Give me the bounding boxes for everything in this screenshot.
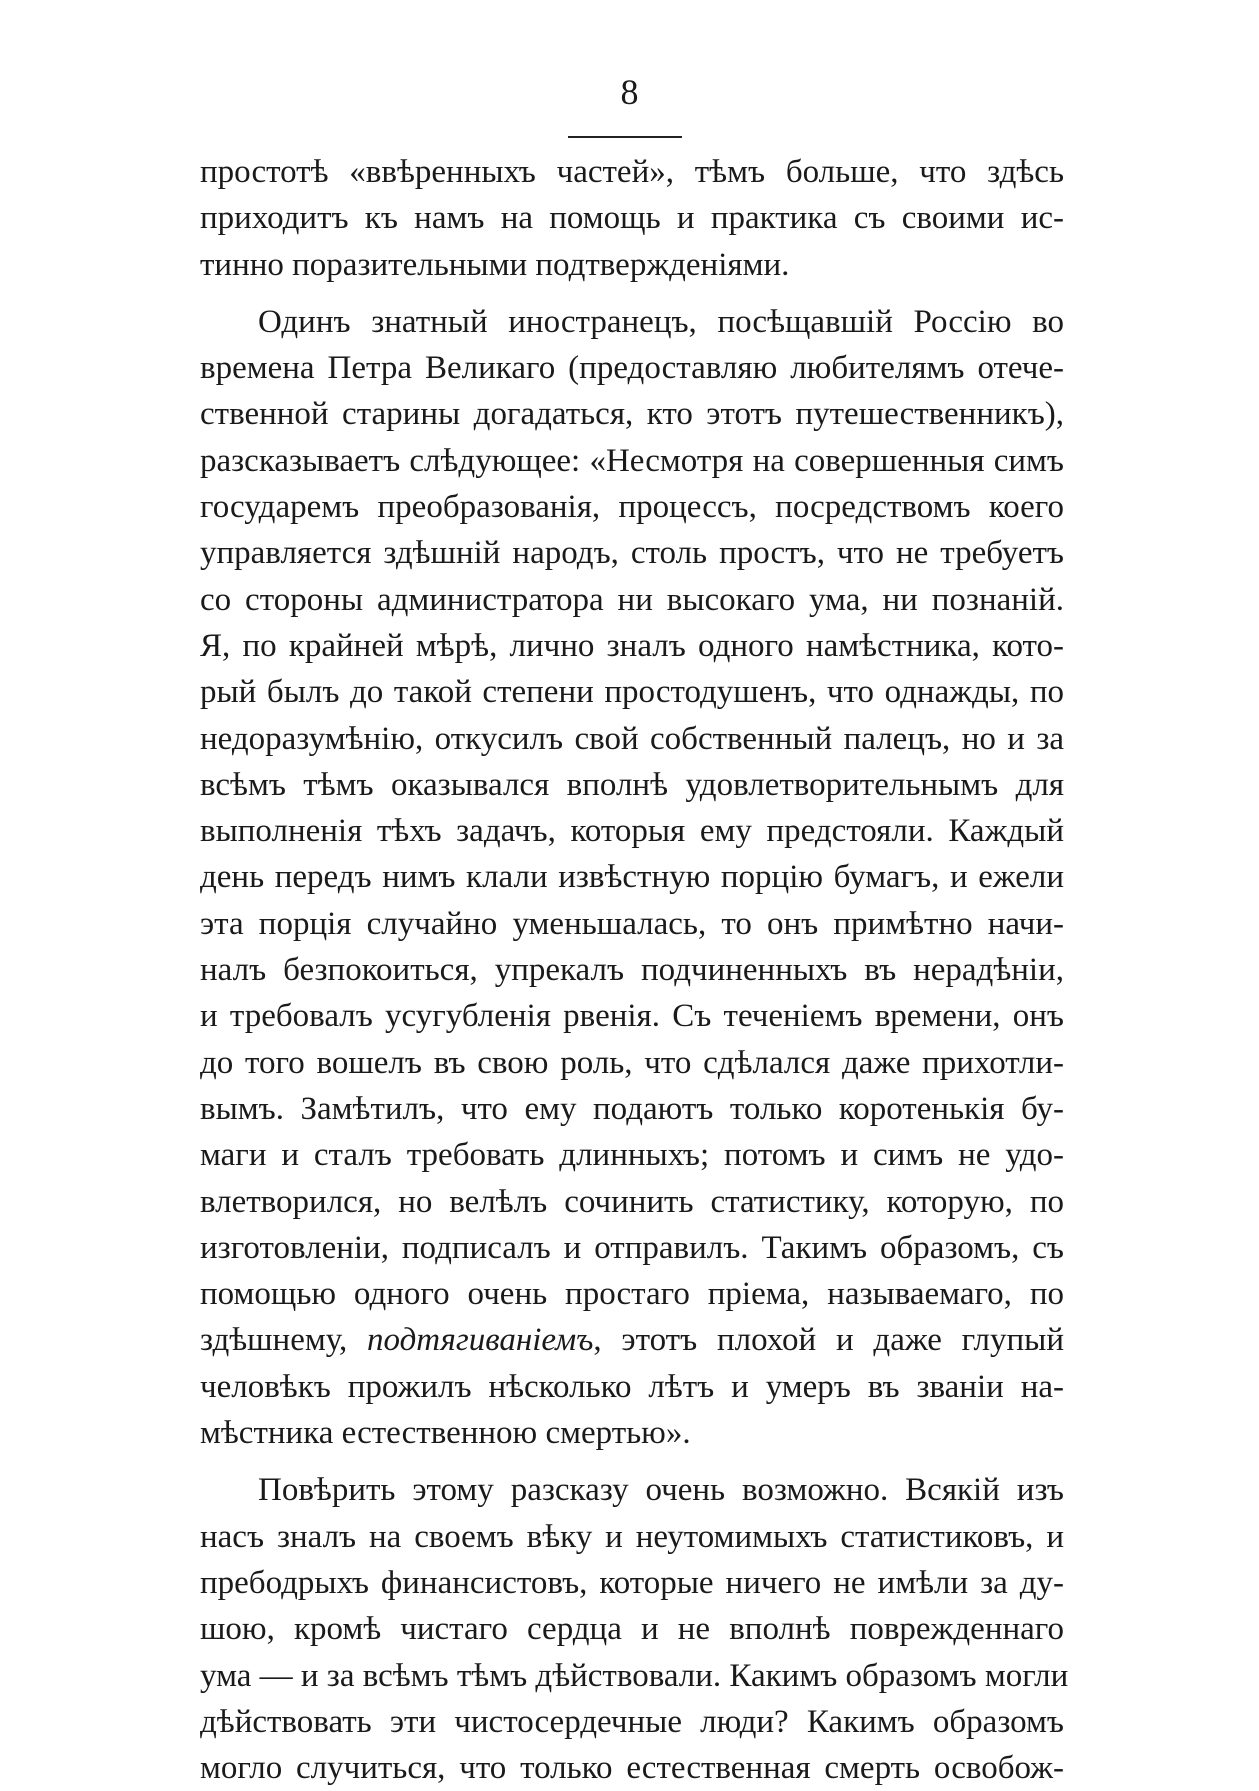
text-line: простотѣ «ввѣренныхъ частей», тѣмъ больше, что здѣсь	[200, 154, 1064, 190]
text-line: Одинъ знатный иностранецъ, посѣщавшій Россію во	[258, 303, 1064, 340]
text-line: насъ зналъ на своемъ вѣку и неутомимыхъ статистиковъ, и	[200, 1518, 1064, 1555]
text-line: государемъ преобразованія, процессъ, посредствомъ коего	[200, 489, 1064, 526]
text-line: до того вошелъ въ свою роль, что сдѣлался даже прихотли-	[200, 1044, 1064, 1081]
text-line: приходитъ къ намъ на помощь и практика съ своими ис-	[200, 200, 1064, 237]
text-line: и требовалъ усугубленія рвенія. Съ теченіемъ времени, онъ	[200, 998, 1064, 1035]
text-line: мѣстника естественною смертью».	[200, 1415, 691, 1452]
paragraph-gap	[200, 1456, 1064, 1467]
page-number: 8	[620, 72, 639, 112]
text-line: эта порція случайно уменьшалась, то онъ примѣтно начи-	[200, 905, 1064, 942]
text-line: ума — и за всѣмъ тѣмъ дѣйствовали. Какимъ образомъ могли	[200, 1657, 1069, 1694]
text-line: вымъ. Замѣтилъ, что ему подаютъ только коротенькія бу-	[200, 1090, 1064, 1127]
text-line: маги и сталъ требовать длинныхъ; потомъ и симъ не удо-	[200, 1137, 1064, 1174]
text-line: недоразумѣнію, откусилъ свой собственный палецъ, но и за	[200, 720, 1064, 757]
text-line: помощью одного очень простаго пріема, называемаго, по	[200, 1276, 1064, 1313]
text-line: всѣмъ тѣмъ оказывался вполнѣ удовлетворительнымъ для	[200, 766, 1064, 803]
text-line: разсказываетъ слѣдующее: «Несмотря на совершенныя симъ	[200, 442, 1064, 479]
text-line: Я, по крайней мѣрѣ, лично зналъ одного намѣстника, кото-	[200, 627, 1064, 664]
text-line: день передъ нимъ клали извѣстную порцію бумагъ, и ежели	[200, 859, 1064, 896]
italic-term: подтягиваніемъ	[367, 1322, 594, 1359]
text-line: человѣкъ прожилъ нѣсколько лѣтъ и умеръ въ званіи на-	[200, 1368, 1064, 1405]
text-line: налъ безпокоиться, упрекалъ подчиненныхъ въ нерадѣніи,	[200, 952, 1064, 989]
text-line: управляется здѣшній народъ, столь простъ, что не требуетъ	[200, 535, 1064, 572]
text-line: ственной старины догадаться, кто этотъ путешественникъ),	[200, 396, 1064, 433]
text-line: могло случиться, что только естественная смерть освобож-	[200, 1750, 1064, 1787]
text-line: дѣйствовать эти чистосердечные люди? Какимъ образомъ	[200, 1703, 1064, 1740]
text-line: рый былъ до такой степени простодушенъ, что однажды, по	[200, 674, 1064, 711]
text-line: тинно поразительными подтвержденіями.	[200, 246, 790, 283]
text-line: со стороны администратора ни высокаго ума, ни познаній.	[200, 581, 1064, 618]
text-fragment: здѣшнему,	[200, 1322, 368, 1359]
text-line: изготовленіи, подписалъ и отправилъ. Такимъ образомъ, съ	[200, 1229, 1064, 1266]
body-text	[200, 149, 1069, 1791]
text-line: шою, кромѣ чистаго сердца и не вполнѣ поврежденнаго	[200, 1611, 1064, 1648]
text-line: времена Петра Великаго (предоставляю любителямъ отече-	[200, 350, 1064, 387]
text-line: выполненія тѣхъ задачъ, которыя ему предстояли. Каждый	[200, 813, 1064, 850]
text-line: Повѣрить этому разсказу очень возможно. Всякій изъ	[258, 1472, 1064, 1509]
text-line-with-italic	[200, 1317, 1064, 1363]
text-line: влетворился, но велѣлъ сочинить статистику, которую, по	[200, 1183, 1064, 1220]
paragraph-gap	[200, 288, 1064, 299]
text-line: пребодрыхъ финансистовъ, которые ничего не имѣли за ду-	[200, 1564, 1064, 1601]
header-rule	[568, 136, 682, 138]
text-fragment: , этотъ плохой и даже глупый	[593, 1322, 1064, 1359]
